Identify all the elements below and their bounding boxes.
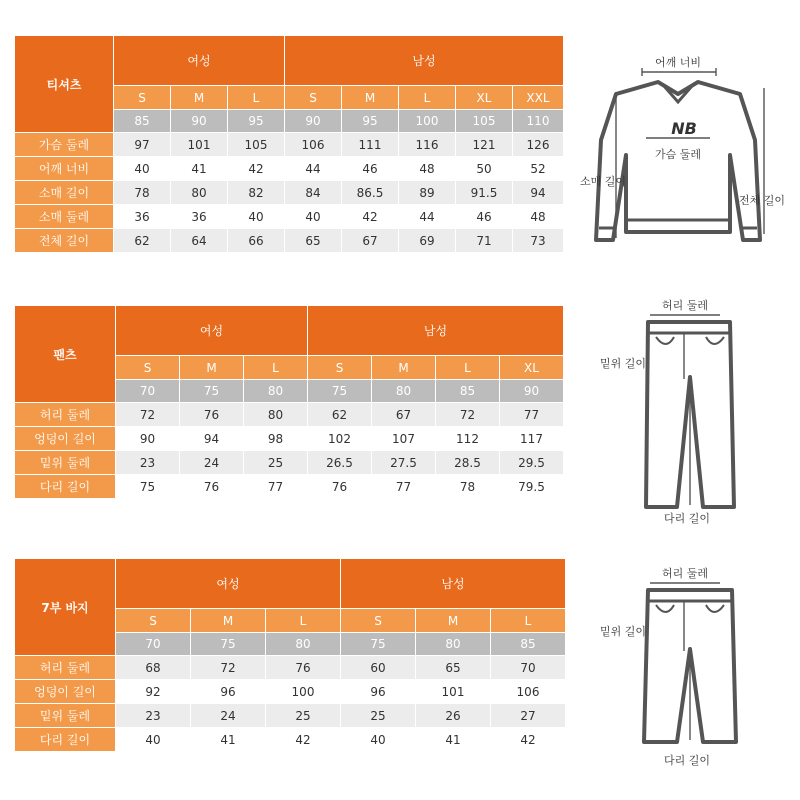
table-cell: 77: [500, 403, 563, 426]
size-number: 90: [285, 110, 341, 132]
size-number: 95: [228, 110, 284, 132]
size-number: 85: [114, 110, 170, 132]
table-title: 티셔츠: [15, 36, 113, 132]
svg-text:NB: NB: [671, 119, 697, 138]
table-cell: 91.5: [456, 181, 512, 204]
leg-length-label: 다리 길이: [663, 754, 711, 767]
table-cell: 60: [341, 656, 415, 679]
table-cell: 44: [285, 157, 341, 180]
size-label: L: [436, 356, 499, 379]
table-cell: 89: [399, 181, 455, 204]
table-cell: 40: [341, 728, 415, 751]
table-cell: 76: [180, 475, 243, 498]
row-label: 전체 길이: [15, 229, 113, 252]
table-row: [15, 680, 565, 703]
row-label: 엉덩이 길이: [15, 427, 115, 450]
size-label: L: [491, 609, 565, 632]
shoulder-width-label: 어깨 너비: [654, 56, 702, 69]
table-cell: 40: [285, 205, 341, 228]
table-cell: 42: [266, 728, 340, 751]
table-cell: 117: [500, 427, 563, 450]
row-label: 다리 길이: [15, 728, 115, 751]
sleeve-length-label: 소매 길이: [580, 175, 627, 188]
table-cell: 101: [416, 680, 490, 703]
table-cell: 80: [244, 403, 307, 426]
men-header: 남성: [308, 306, 563, 355]
table-cell: 62: [308, 403, 371, 426]
table-cell: 29.5: [500, 451, 563, 474]
table-row: [15, 181, 563, 204]
table-cell: 41: [191, 728, 265, 751]
table-cell: 92: [116, 680, 190, 703]
size-label: L: [399, 86, 455, 109]
table-row: [15, 656, 565, 679]
table-cell: 80: [171, 181, 227, 204]
size-number: 110: [513, 110, 563, 132]
table-cell: 72: [116, 403, 179, 426]
table-row: [15, 427, 563, 450]
table-cell: 67: [372, 403, 435, 426]
table-cell: 42: [228, 157, 284, 180]
table-cell: 27.5: [372, 451, 435, 474]
chest-label: 가슴 둘레: [654, 148, 702, 161]
size-label: S: [116, 356, 179, 379]
table-cell: 106: [285, 133, 341, 156]
table-cell: 70: [491, 656, 565, 679]
table-cell: 46: [456, 205, 512, 228]
table-cell: 96: [341, 680, 415, 703]
women-header: 여성: [114, 36, 284, 85]
size-number: 75: [191, 633, 265, 655]
table-cell: 42: [491, 728, 565, 751]
capri-diagram: [600, 557, 750, 772]
row-label: 소매 길이: [15, 181, 113, 204]
size-number: 85: [491, 633, 565, 655]
men-header: 남성: [285, 36, 563, 85]
capri-size-table: [14, 558, 566, 752]
size-label: M: [180, 356, 243, 379]
table-cell: 72: [191, 656, 265, 679]
table-cell: 82: [228, 181, 284, 204]
table-cell: 64: [171, 229, 227, 252]
size-label: XXL: [513, 86, 563, 109]
size-number: 70: [116, 633, 190, 655]
table-row: [15, 728, 565, 751]
waist-label: 허리 둘레: [661, 299, 709, 312]
women-header: 여성: [116, 306, 307, 355]
size-number: 70: [116, 380, 179, 402]
pants-diagram: [600, 295, 750, 525]
table-cell: 94: [180, 427, 243, 450]
size-number: 80: [372, 380, 435, 402]
table-cell: 41: [171, 157, 227, 180]
size-label: S: [341, 609, 415, 632]
row-label: 다리 길이: [15, 475, 115, 498]
waist-label: 허리 둘레: [661, 567, 709, 580]
table-cell: 97: [114, 133, 170, 156]
table-cell: 102: [308, 427, 371, 450]
table-cell: 101: [171, 133, 227, 156]
table-cell: 66: [228, 229, 284, 252]
size-label: M: [191, 609, 265, 632]
table-cell: 25: [341, 704, 415, 727]
men-header: 남성: [341, 559, 565, 608]
table-cell: 24: [191, 704, 265, 727]
table-cell: 28.5: [436, 451, 499, 474]
table-cell: 121: [456, 133, 512, 156]
size-label: L: [244, 356, 307, 379]
table-cell: 76: [308, 475, 371, 498]
table-row: [15, 475, 563, 498]
table-cell: 71: [456, 229, 512, 252]
table-cell: 36: [114, 205, 170, 228]
size-number: 80: [266, 633, 340, 655]
table-cell: 79.5: [500, 475, 563, 498]
table-cell: 86.5: [342, 181, 398, 204]
table-cell: 77: [244, 475, 307, 498]
table-title: 팬츠: [15, 306, 115, 402]
table-row: [15, 403, 563, 426]
table-cell: 25: [244, 451, 307, 474]
size-number: 75: [341, 633, 415, 655]
size-number: 75: [180, 380, 243, 402]
table-cell: 78: [114, 181, 170, 204]
table-cell: 42: [342, 205, 398, 228]
table-cell: 23: [116, 451, 179, 474]
row-label: 밑위 둘레: [15, 704, 115, 727]
table-cell: 106: [491, 680, 565, 703]
size-label: M: [372, 356, 435, 379]
table-cell: 36: [171, 205, 227, 228]
rise-label: 밑위 길이: [600, 357, 647, 370]
table-cell: 75: [116, 475, 179, 498]
table-cell: 46: [342, 157, 398, 180]
size-number: 80: [244, 380, 307, 402]
size-number: 75: [308, 380, 371, 402]
table-cell: 26: [416, 704, 490, 727]
table-cell: 96: [191, 680, 265, 703]
size-label: L: [228, 86, 284, 109]
table-cell: 27: [491, 704, 565, 727]
leg-length-label: 다리 길이: [663, 512, 711, 525]
table-cell: 72: [436, 403, 499, 426]
size-label: XL: [500, 356, 563, 379]
rise-label: 밑위 길이: [600, 625, 647, 638]
brand-logo-icon: [671, 119, 697, 138]
size-label: M: [171, 86, 227, 109]
row-label: 가슴 둘레: [15, 133, 113, 156]
table-cell: 100: [266, 680, 340, 703]
size-number: 105: [456, 110, 512, 132]
row-label: 엉덩이 길이: [15, 680, 115, 703]
table-cell: 40: [228, 205, 284, 228]
size-number: 100: [399, 110, 455, 132]
table-cell: 65: [285, 229, 341, 252]
table-cell: 112: [436, 427, 499, 450]
table-cell: 65: [416, 656, 490, 679]
table-cell: 25: [266, 704, 340, 727]
table-cell: 69: [399, 229, 455, 252]
size-label: M: [416, 609, 490, 632]
size-label: M: [342, 86, 398, 109]
pants-size-table: [14, 305, 564, 499]
table-cell: 62: [114, 229, 170, 252]
table-cell: 50: [456, 157, 512, 180]
table-cell: 105: [228, 133, 284, 156]
table-row: [15, 451, 563, 474]
size-number: 90: [171, 110, 227, 132]
table-cell: 40: [116, 728, 190, 751]
row-label: 밑위 둘레: [15, 451, 115, 474]
table-cell: 98: [244, 427, 307, 450]
table-row: [15, 157, 563, 180]
table-cell: 67: [342, 229, 398, 252]
size-number: 95: [342, 110, 398, 132]
table-row: [15, 133, 563, 156]
tshirt-diagram: [580, 50, 785, 255]
table-cell: 90: [116, 427, 179, 450]
size-label: L: [266, 609, 340, 632]
table-cell: 48: [513, 205, 563, 228]
table-cell: 76: [180, 403, 243, 426]
table-cell: 78: [436, 475, 499, 498]
row-label: 허리 둘레: [15, 403, 115, 426]
table-cell: 52: [513, 157, 563, 180]
table-cell: 24: [180, 451, 243, 474]
table-cell: 41: [416, 728, 490, 751]
table-cell: 73: [513, 229, 563, 252]
table-title: 7부 바지: [15, 559, 115, 655]
table-row: [15, 205, 563, 228]
size-number: 90: [500, 380, 563, 402]
size-number: 85: [436, 380, 499, 402]
table-cell: 107: [372, 427, 435, 450]
table-row: [15, 704, 565, 727]
table-cell: 48: [399, 157, 455, 180]
table-cell: 40: [114, 157, 170, 180]
size-label: S: [114, 86, 170, 109]
row-label: 허리 둘레: [15, 656, 115, 679]
size-label: S: [285, 86, 341, 109]
row-label: 어깨 너비: [15, 157, 113, 180]
sweatshirt-icon: [596, 82, 760, 240]
table-cell: 94: [513, 181, 563, 204]
table-cell: 44: [399, 205, 455, 228]
table-cell: 76: [266, 656, 340, 679]
table-cell: 126: [513, 133, 563, 156]
table-cell: 77: [372, 475, 435, 498]
table-cell: 84: [285, 181, 341, 204]
size-number: 80: [416, 633, 490, 655]
size-label: S: [116, 609, 190, 632]
women-header: 여성: [116, 559, 340, 608]
table-cell: 26.5: [308, 451, 371, 474]
table-row: [15, 229, 563, 252]
table-cell: 111: [342, 133, 398, 156]
total-length-label: 전체 길이: [738, 194, 785, 207]
size-label: XL: [456, 86, 512, 109]
size-label: S: [308, 356, 371, 379]
table-cell: 68: [116, 656, 190, 679]
row-label: 소매 둘레: [15, 205, 113, 228]
tshirt-size-table: [14, 35, 564, 253]
table-cell: 116: [399, 133, 455, 156]
table-cell: 23: [116, 704, 190, 727]
